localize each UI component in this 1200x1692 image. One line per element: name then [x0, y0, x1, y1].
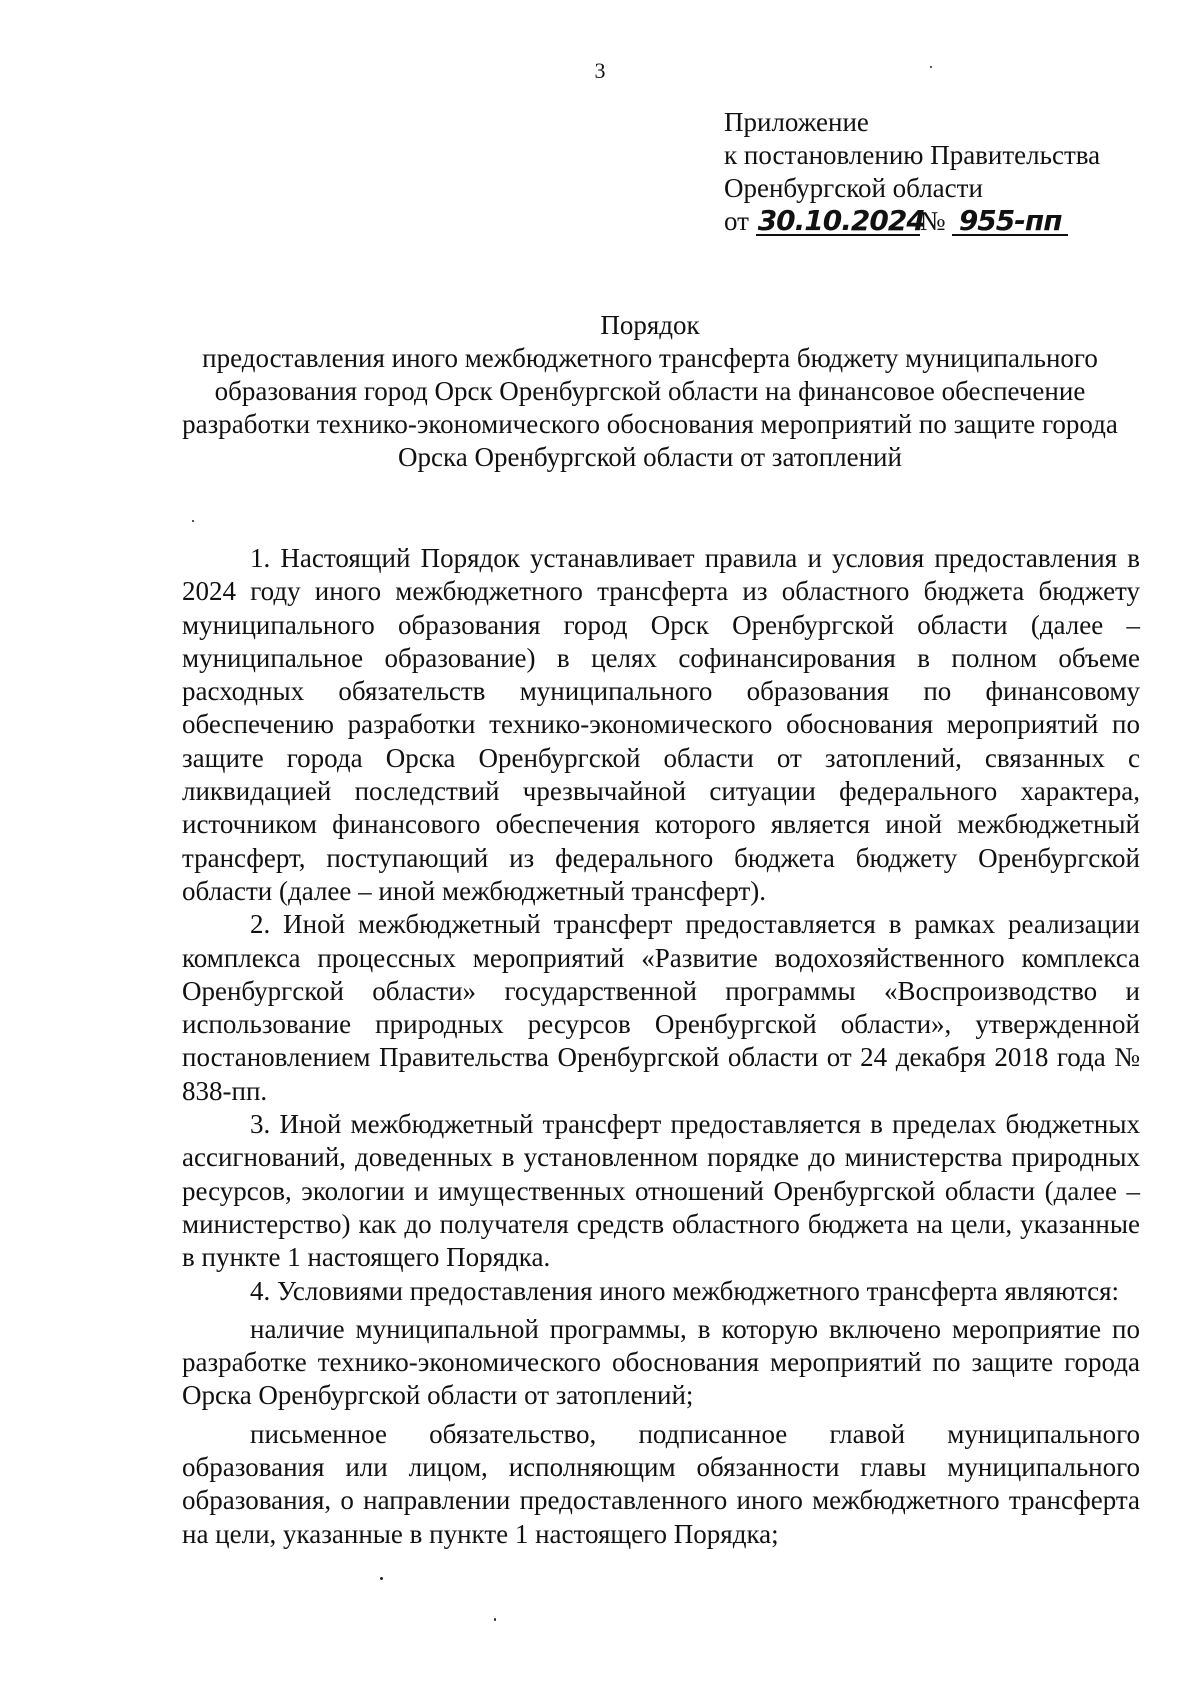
- page-number: 3: [594, 58, 606, 83]
- approval-block: [724, 106, 1174, 238]
- document-title: [150, 309, 1150, 474]
- scan-speck: [380, 1577, 383, 1580]
- from-label: от: [724, 206, 749, 236]
- scan-speck: [930, 66, 932, 68]
- condition-2: письменное обязательство, подписанное главой муниципального образования или лицом, исполняющим обязанности главы муниципального образования, о направлении предоставленного иного межбюджетного трансферта на цели, указанные в пункте 1 настоящего Порядка;: [182, 1418, 1140, 1549]
- document-body: [182, 542, 1140, 1551]
- paragraph-2: 2. Иной межбюджетный трансферт предоставляется в рамках реализации комплекса процессных мероприятий «Развитие водохозяйственного комплекса Оренбургской области» государственной программы «Воспроизводство и использование природных ресурсов Оренбургской области», утвержденной постановлением Правительства Оренбургской области от 24 декабря 2018 года № 838-пп.: [182, 909, 1140, 1106]
- number-label: №: [919, 206, 946, 236]
- handwritten-number: 955-пп: [952, 208, 1068, 236]
- condition-1: наличие муниципальной программы, в которую включено мероприятие по разработке технико-экономического обоснования мероприятий по защите города Орска Оренбургской области от затоплений;: [182, 1313, 1140, 1411]
- scan-speck: [494, 1618, 496, 1621]
- paragraph-3: 3. Иной межбюджетный трансферт предоставляется в пределах бюджетных ассигнований, доведенных в установленном порядке до министерства природных ресурсов, экологии и имущественных отношений Оренбургской области (далее – министерство) как до получателя средств областного бюджета на цели, указанные в пункте 1 настоящего Порядка.: [182, 1109, 1140, 1273]
- title-heading: Порядок: [600, 310, 700, 340]
- approval-line-3: Оренбургской области: [724, 173, 983, 203]
- handwritten-date: 30.10.2024: [757, 204, 925, 237]
- paragraph-4: 4. Условиями предоставления иного межбюджетного трансферта являются:: [250, 1275, 1120, 1306]
- approval-line-1: Приложение: [724, 107, 869, 137]
- title-subtitle: предоставления иного межбюджетного трансферта бюджету муниципального образования город Орск Оренбургской области на финансовое обеспечение разработки технико-экономического обоснования мероприятий по защите города Орска Оренбургской области от затоплений: [182, 343, 1118, 472]
- scan-speck: [192, 520, 194, 522]
- approval-date-number-line: [724, 205, 1174, 238]
- paragraph-1: 1. Настоящий Порядок устанавливает правила и условия предоставления в 2024 году иного межбюджетного трансферта из областного бюджета бюджету муниципального образования город Орск Оренбургской области (далее – муниципальное образование) в целях софинансирования в полном объеме расходных обязательств муниципального образования по финансовому обеспечению разработки технико-экономического обоснования мероприятий по защите города Орска Оренбургской области от затоплений, связанных с ликвидацией последствий чрезвычайной ситуации федерального характера, источником финансового обеспечения которого является иной межбюджетный трансферт, поступающий из федерального бюджета бюджету Оренбургской области (далее – иной межбюджетный трансферт).: [182, 543, 1140, 906]
- approval-line-2: к постановлению Правительства: [724, 140, 1101, 170]
